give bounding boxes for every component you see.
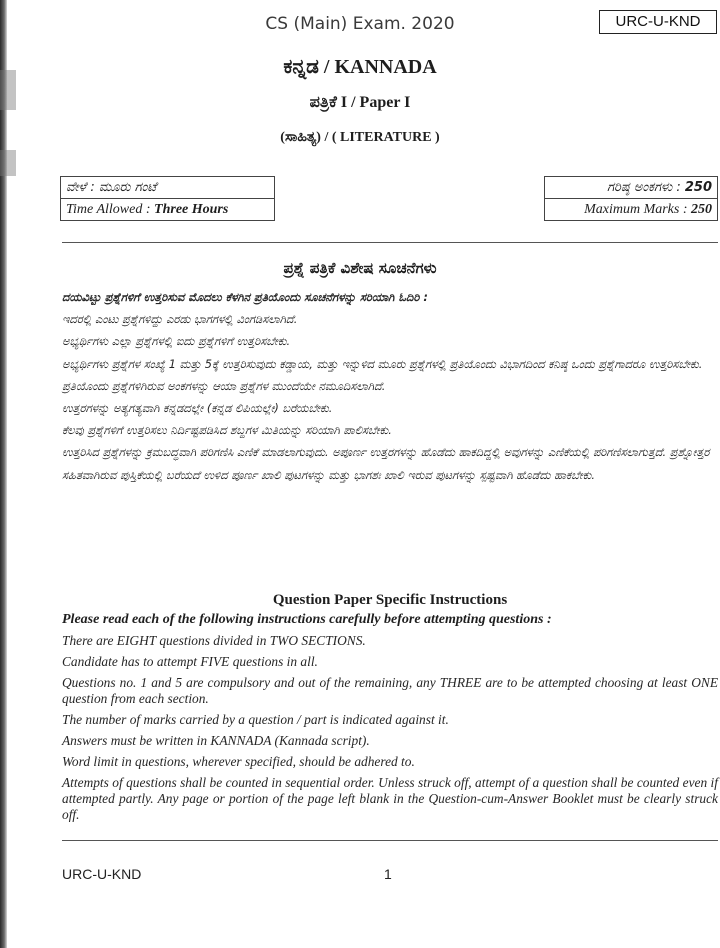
marks-kannada (545, 177, 717, 198)
divider (62, 242, 718, 243)
page-number: 1 (384, 866, 392, 882)
time-value: Three Hours (154, 202, 229, 217)
paper-title: ಪತ್ರಿಕೆ I / Paper I (309, 94, 411, 111)
marks-kannada-value: 250 (684, 180, 712, 195)
english-instruction: The number of marks carried by a question / part is indicated against it. (62, 712, 449, 727)
section-title: (ಸಾಹಿತ್ಯ) / ( LITERATURE ) (280, 130, 440, 145)
time-kannada: ವೇಳೆ : ಮೂರು ಗಂಟೆ (66, 180, 157, 195)
maximum-marks (545, 198, 717, 220)
english-instructions-heading: Question Paper Specific Instructions (272, 592, 508, 608)
marks-kannada-label: ಗರಿಷ್ಠ ಅಂಕಗಳು : (606, 180, 685, 195)
paper-code-box: URC-U-KND (599, 10, 717, 34)
kannada-instruction: ಉತ್ತರಿಸಿದ ಪ್ರಶ್ನೆಗಳನ್ನು ಕ್ರಮಬದ್ಧವಾಗಿ ಪರಿಗಣಿಸಿ ಎಣಿಕೆ ಮಾಡಲಾಗುವುದು. ಅಪೂರ್ಣ ಉತ್ತರಗಳನ್ನು ಹೊಡೆದು ಹಾಕದಿದ್ದಲ್ಲಿ ಅವುಗಳನ್ನು ಎಣಿಕೆಯಲ್ಲಿ ಪರಿಗಣಿಸಲಾಗುತ್ತದೆ. ಪ್ರಶ್ನೋತ್ತರ ಸಹಿತವಾಗಿರುವ ಪುಸ್ತಿಕೆಯಲ್ಲಿ ಬರೆಯದೆ ಉಳಿದ ಪೂರ್ಣ ಖಾಲಿ ಪುಟಗಳನ್ನು ಮತ್ತು ಭಾಗಶಃ ಖಾಲಿ ಇರುವ ಪುಟಗಳನ್ನು ಸ್ಪಷ್ಟವಾಗಿ ಹೊಡೆದು ಹಾಕಬೇಕು. (62, 445, 710, 482)
subject-title: ಕನ್ನಡ / KANNADA (283, 56, 437, 78)
english-instruction: Candidate has to attempt FIVE questions in all. (62, 654, 318, 669)
kannada-instruction: ಇದರಲ್ಲಿ ಎಂಟು ಪ್ರಶ್ನೆಗಳಿದ್ದು ಎರಡು ಭಾಗಗಳಲ್ಲಿ ವಿಂಗಡಿಸಲಾಗಿದೆ. (62, 312, 298, 327)
paper-tear (0, 150, 16, 176)
kannada-instruction: ಉತ್ತರಗಳನ್ನು ಅತ್ಯಗತ್ಯವಾಗಿ ಕನ್ನಡದಲ್ಲೇ (ಕನ್ನಡ ಲಿಪಿಯಲ್ಲೇ) ಬರೆಯಬೇಕು. (62, 401, 333, 416)
kannada-instruction: ಪ್ರತಿಯೊಂದು ಪ್ರಶ್ನೆಗಳಿಗಿರುವ ಅಂಕಗಳನ್ನು ಆಯಾ ಪ್ರಶ್ನೆಗಳ ಮುಂದೆಯೇ ನಮೂದಿಸಲಾಗಿದೆ. (62, 378, 386, 393)
marks-label: Maximum Marks : (584, 202, 691, 217)
time-allowed (61, 198, 274, 220)
english-instructions-list (62, 633, 718, 828)
english-instruction: There are EIGHT questions divided in TWO SECTIONS. (62, 633, 366, 648)
footer-paper-code: URC-U-KND (62, 866, 142, 882)
time-allowed-box (60, 176, 275, 221)
english-instruction: Answers must be written in KANNADA (Kannada script). (62, 733, 370, 748)
english-instruction: Attempts of questions shall be counted in sequential order. Unless struck off, attempt of a question shall be counted even if attempted partly. Any page or portion of the page left blank in the Question-cum-Answer Booklet must be clearly struck off. (62, 775, 718, 822)
kannada-instructions-list (62, 286, 718, 486)
kannada-instruction: ಅಭ್ಯರ್ಥಿಗಳು ಎಲ್ಲಾ ಪ್ರಶ್ನೆಗಳಲ್ಲಿ ಐದು ಪ್ರಶ್ನೆಗಳಿಗೆ ಉತ್ತರಿಸಬೇಕು. (62, 334, 291, 349)
kannada-instruction: ಕೆಲವು ಪ್ರಶ್ನೆಗಳಿಗೆ ಉತ್ತರಿಸಲು ನಿರ್ದಿಷ್ಟಪಡಿಸಿದ ಶಬ್ದಗಳ ಮಿತಿಯನ್ನು ಸರಿಯಾಗಿ ಪಾಲಿಸಬೇಕು. (62, 423, 392, 438)
divider (62, 840, 718, 841)
maximum-marks-box (544, 176, 718, 221)
kannada-instruction-lead: ದಯವಿಟ್ಟು ಪ್ರಶ್ನೆಗಳಿಗೆ ಉತ್ತರಿಸುವ ಮೊದಲು ಕೆಳಗಿನ ಪ್ರತಿಯೊಂದು ಸೂಚನೆಗಳನ್ನು ಸರಿಯಾಗಿ ಓದಿರಿ : (62, 290, 428, 304)
english-instruction: Word limit in questions, wherever specified, should be adhered to. (62, 754, 415, 769)
english-instruction: Questions no. 1 and 5 are compulsory and out of the remaining, any THREE are to be attempted choosing at least ONE question from each section. (62, 675, 718, 706)
kannada-instructions-heading: ಪ್ರಶ್ನೆ ಪತ್ರಿಕೆ ವಿಶೇಷ ಸೂಚನೆಗಳು (283, 259, 437, 277)
exam-title: CS (Main) Exam. 2020 (265, 14, 455, 34)
kannada-instruction: ಅಭ್ಯರ್ಥಿಗಳು ಪ್ರಶ್ನೆಗಳ ಸಂಖ್ಯೆ 1 ಮತ್ತು 5ಕ್ಕೆ ಉತ್ತರಿಸುವುದು ಕಡ್ಡಾಯ, ಮತ್ತು ಇನ್ನುಳಿದ ಮೂರು ಪ್ರಶ್ನೆಗಳಲ್ಲಿ ಪ್ರತಿಯೊಂದು ವಿಭಾಗದಿಂದ ಕನಿಷ್ಠ ಒಂದು ಪ್ರಶ್ನೆಗಾದರೂ ಉತ್ತರಿಸಬೇಕು. (62, 356, 703, 371)
english-instructions-lead: Please read each of the following instructions carefully before attempting questions : (62, 612, 552, 627)
time-label: Time Allowed : (66, 202, 155, 217)
marks-value: 250 (691, 202, 712, 217)
